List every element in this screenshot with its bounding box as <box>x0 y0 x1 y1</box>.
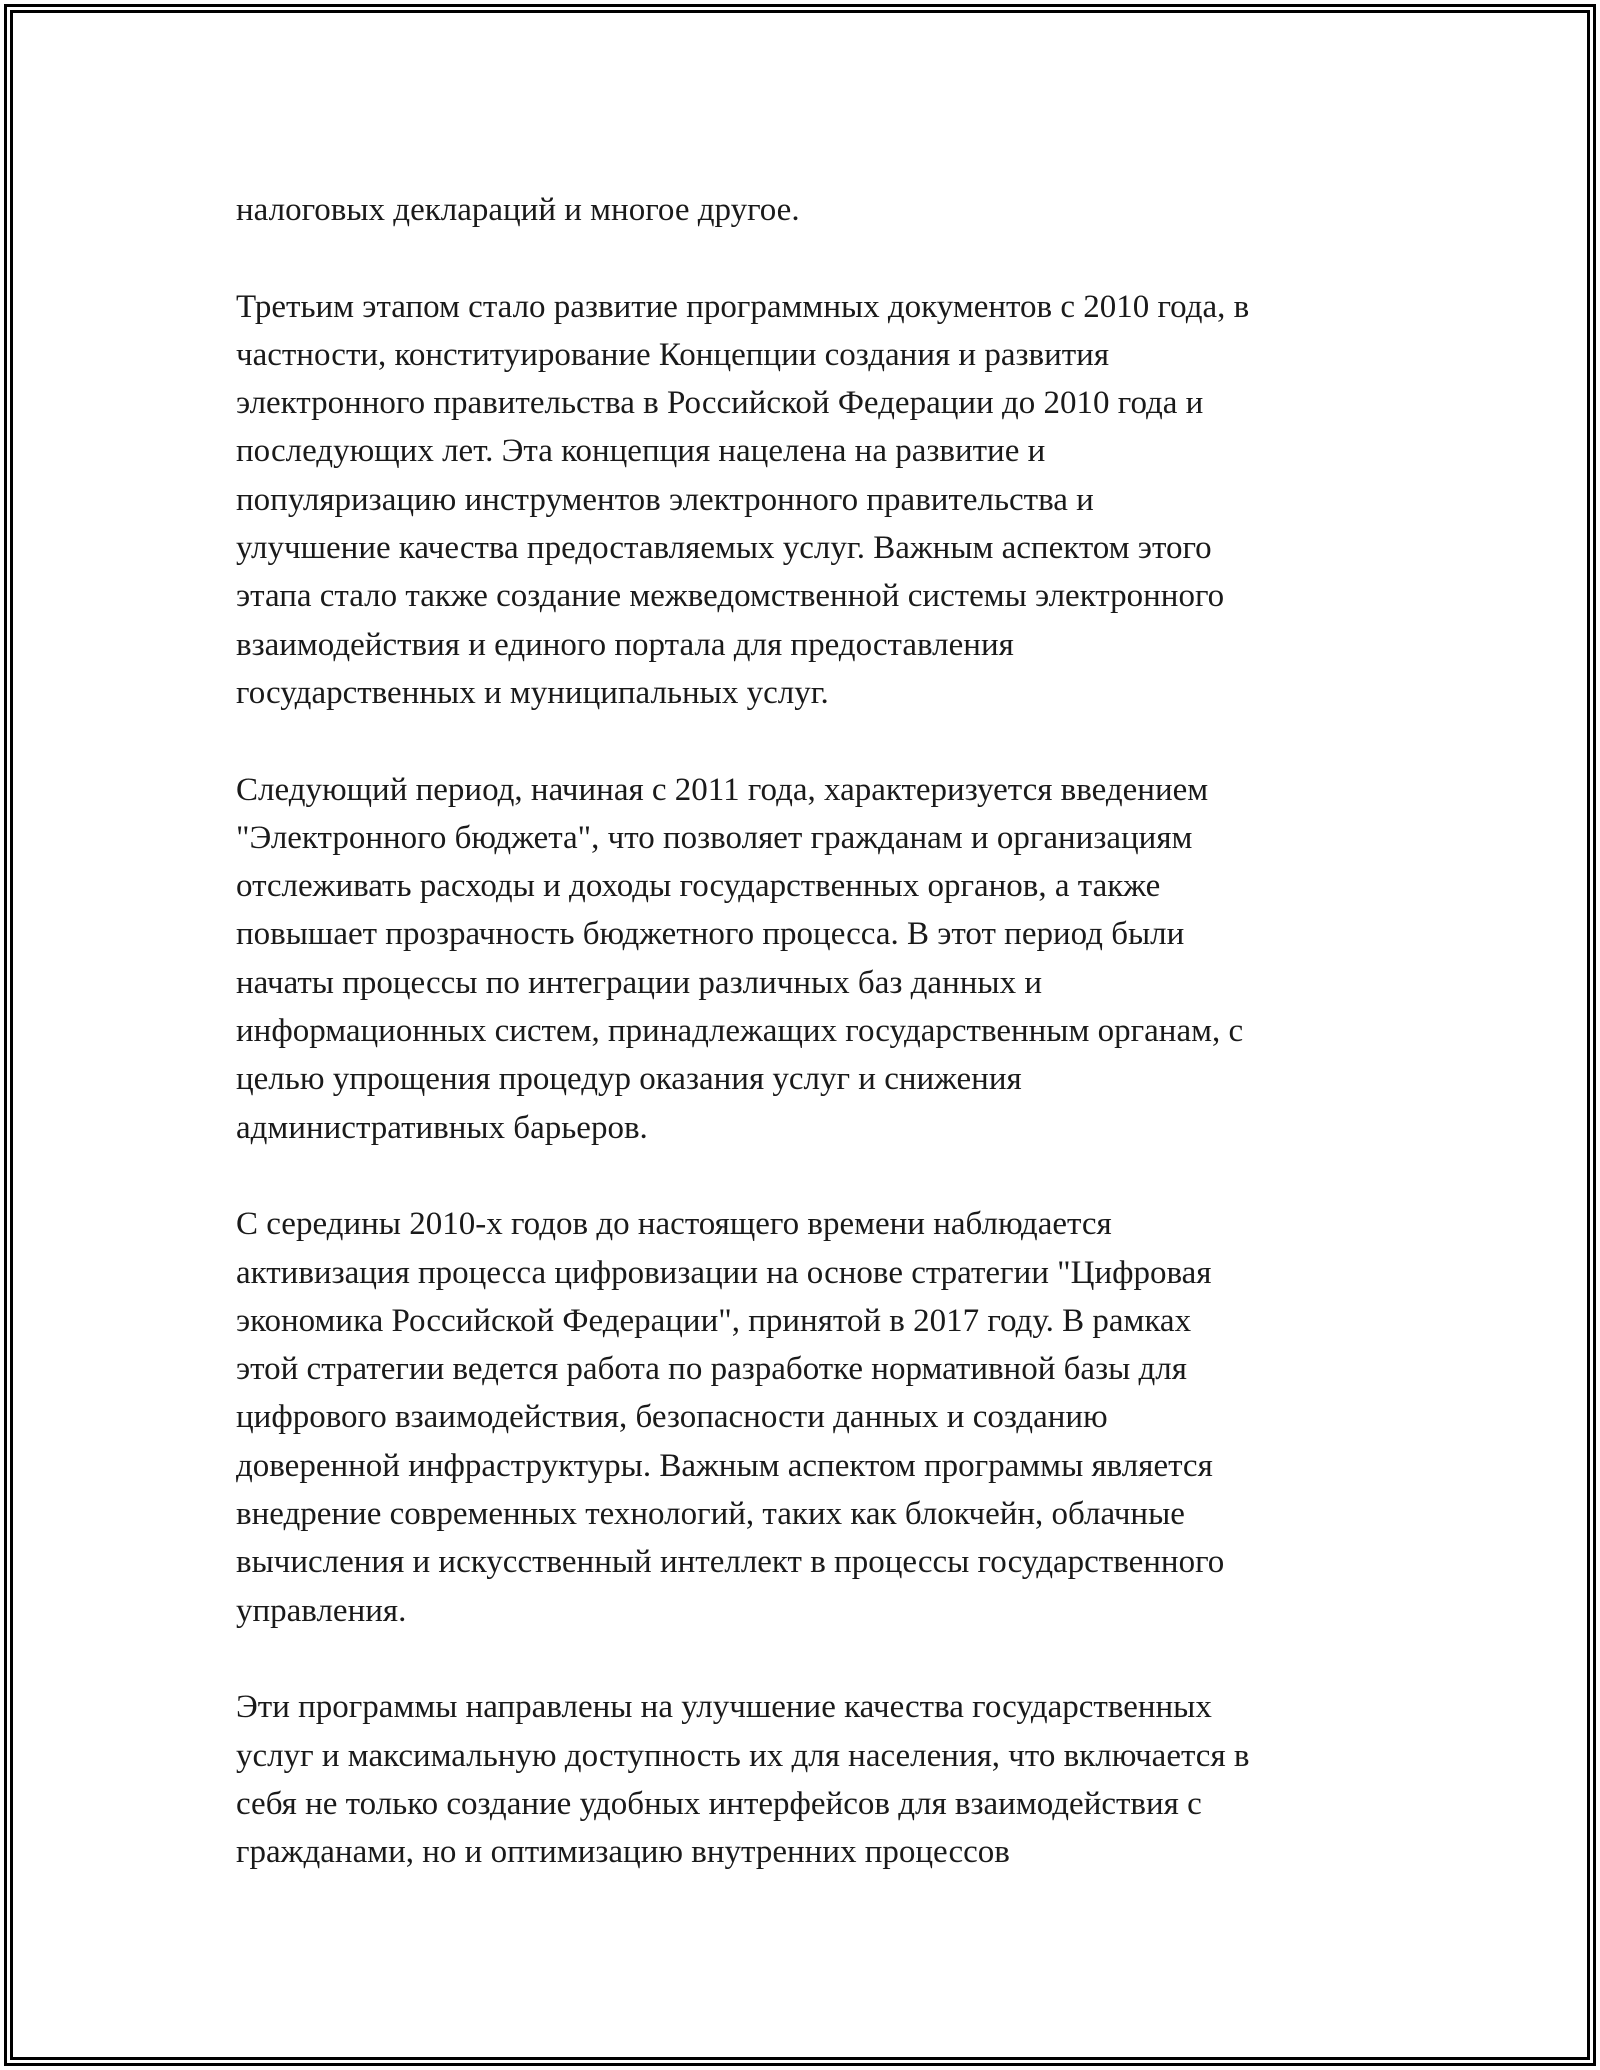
text-line: управления. <box>236 1592 407 1629</box>
text-line: отслеживать расходы и доходы государственных органов, а также <box>236 868 1161 905</box>
text-line: налоговых деклараций и многое другое. <box>236 192 800 228</box>
text-line: Следующий период, начиная с 2011 года, характеризуется введением <box>236 771 1209 808</box>
paragraph-gap <box>236 1152 1376 1200</box>
text-line: себя не только создание удобных интерфейсов для взаимодействия с <box>236 1785 1202 1822</box>
text-line: внедрение современных технологий, таких как блокчейн, облачные <box>236 1496 1185 1533</box>
text-line: этапа стало также создание межведомственной системы электронного <box>236 578 1225 615</box>
text-line: активизация процесса цифровизации на основе стратегии "Цифровая <box>236 1254 1212 1291</box>
document-body <box>236 186 1376 1876</box>
text-line: цифрового взаимодействия, безопасности данных и созданию <box>236 1399 1108 1436</box>
text-line: информационных систем, принадлежащих государственным органам, с <box>236 1013 1244 1050</box>
text-line: гражданами, но и оптимизацию внутренних процессов <box>236 1834 1010 1871</box>
paragraph-gap <box>236 717 1376 765</box>
text-line: начаты процессы по интеграции различных баз данных и <box>236 964 1042 1001</box>
text-line: "Электронного бюджета", что позволяет гражданам и организациям <box>236 819 1193 856</box>
paragraph-gap <box>236 1635 1376 1683</box>
text-line: доверенной инфраструктуры. Важным аспектом программы является <box>236 1447 1213 1484</box>
text-line: Эти программы направлены на улучшение качества государственных <box>236 1689 1212 1726</box>
text-line: последующих лет. Эта концепция нацелена на развитие и <box>236 433 1046 470</box>
text-line: улучшение качества предоставляемых услуг. Важным аспектом этого <box>236 530 1212 567</box>
text-line: этой стратегии ведется работа по разработке нормативной базы для <box>236 1351 1187 1388</box>
text-line: административных барьеров. <box>236 1109 648 1146</box>
text-line: популяризацию инструментов электронного правительства и <box>236 481 1094 518</box>
text-line: услуг и максимальную доступность их для населения, что включается в <box>236 1737 1250 1774</box>
text-line: С середины 2010-х годов до настоящего времени наблюдается <box>236 1206 1112 1243</box>
text-line: электронного правительства в Российской Федерации до 2010 года и <box>236 385 1204 422</box>
text-line: государственных и муниципальных услуг. <box>236 674 829 711</box>
text-line: частности, конституирование Концепции создания и развития <box>236 336 1110 373</box>
text-line: взаимодействия и единого портала для предоставления <box>236 626 1014 663</box>
paragraph-gap <box>236 234 1376 282</box>
text-line: вычисления и искусственный интеллект в процессы государственного <box>236 1544 1225 1581</box>
text-line: повышает прозрачность бюджетного процесса. В этот период были <box>236 916 1185 953</box>
text-line: Третьим этапом стало развитие программных документов с 2010 года, в <box>236 288 1250 325</box>
text-line: целью упрощения процедур оказания услуг и снижения <box>236 1061 1022 1098</box>
text-line: экономика Российской Федерации", принятой в 2017 году. В рамках <box>236 1302 1192 1339</box>
